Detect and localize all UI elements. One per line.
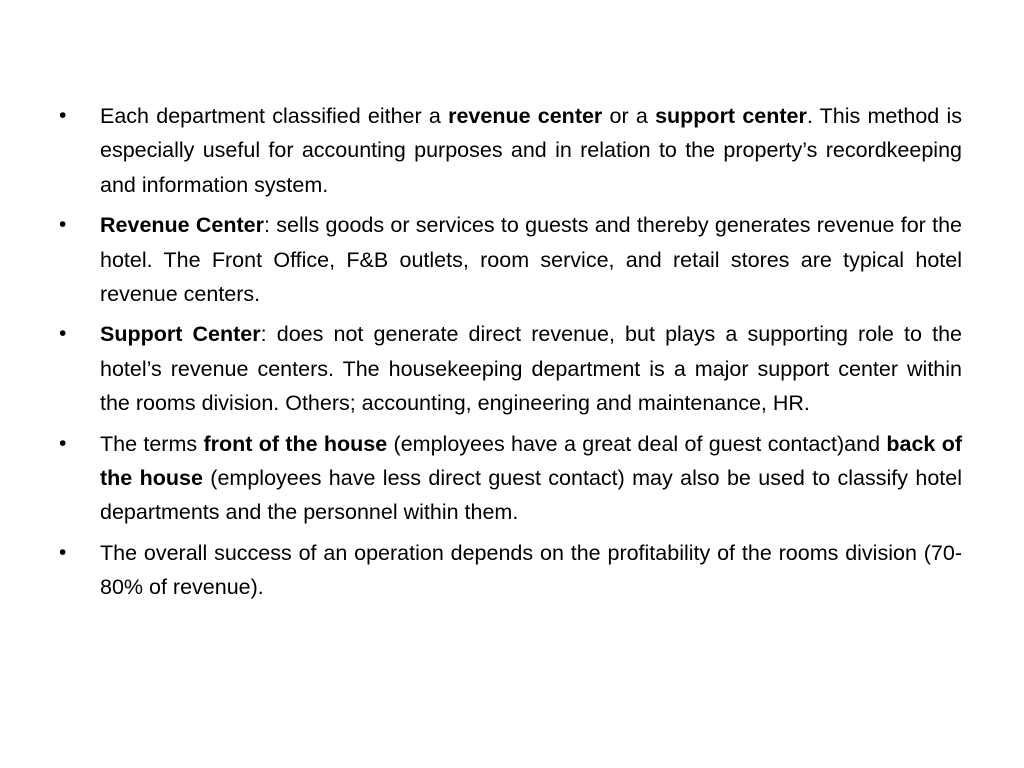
bullet-text xyxy=(100,104,962,197)
bullet-item-3 xyxy=(56,317,962,420)
bullet-text xyxy=(100,432,962,525)
bullet-item-2 xyxy=(56,208,962,311)
bold-term: revenue center xyxy=(448,104,603,128)
bullet-text xyxy=(100,213,962,306)
bullet-dot-icon: • xyxy=(59,540,67,564)
bullet-item-4 xyxy=(56,427,962,530)
text-segment: (employees have less direct guest contact) may also be used to classify hotel departments and the personnel within them. xyxy=(100,466,962,525)
bullet-text xyxy=(100,541,962,599)
bullet-dot-icon: • xyxy=(59,213,67,237)
bold-term: Support Center xyxy=(100,322,261,347)
text-segment: The terms xyxy=(100,431,204,456)
text-segment: Each department classified either a xyxy=(100,104,449,128)
text-segment: : sells goods or services to guests and thereby generates revenue for the hotel. The Front Office, F&B outlets, room service, and retail stores are typical hotel revenue centers. xyxy=(100,213,962,307)
text-segment: : does not generate direct revenue, but plays a supporting role to the hotel’s revenue centers. The housekeeping department is a major support center within the rooms division. Others; accounting, engineering and maintenance, HR. xyxy=(100,322,962,416)
text-segment: or a xyxy=(602,104,656,128)
bullet-item-5 xyxy=(56,536,962,605)
bold-term: support center xyxy=(655,104,807,128)
text-segment: . This method is especially useful for accounting purposes and in relation to the property’s recordkeeping and information system. xyxy=(100,104,962,197)
bullet-list xyxy=(56,99,962,611)
bold-term: Revenue Center xyxy=(100,213,264,238)
text-segment: The overall success of an operation depends on the profitability of the rooms division (70-80% of revenue). xyxy=(100,540,962,600)
bullet-text xyxy=(100,322,962,415)
bullet-dot-icon: • xyxy=(59,104,67,127)
text-segment: (employees have a great deal of guest contact)and xyxy=(387,431,887,456)
bullet-dot-icon: • xyxy=(59,322,67,346)
bullet-dot-icon: • xyxy=(59,431,67,455)
bullet-item-1 xyxy=(56,99,962,202)
bold-term: front of the house xyxy=(203,431,388,456)
bold-term: back of the house xyxy=(100,431,962,491)
